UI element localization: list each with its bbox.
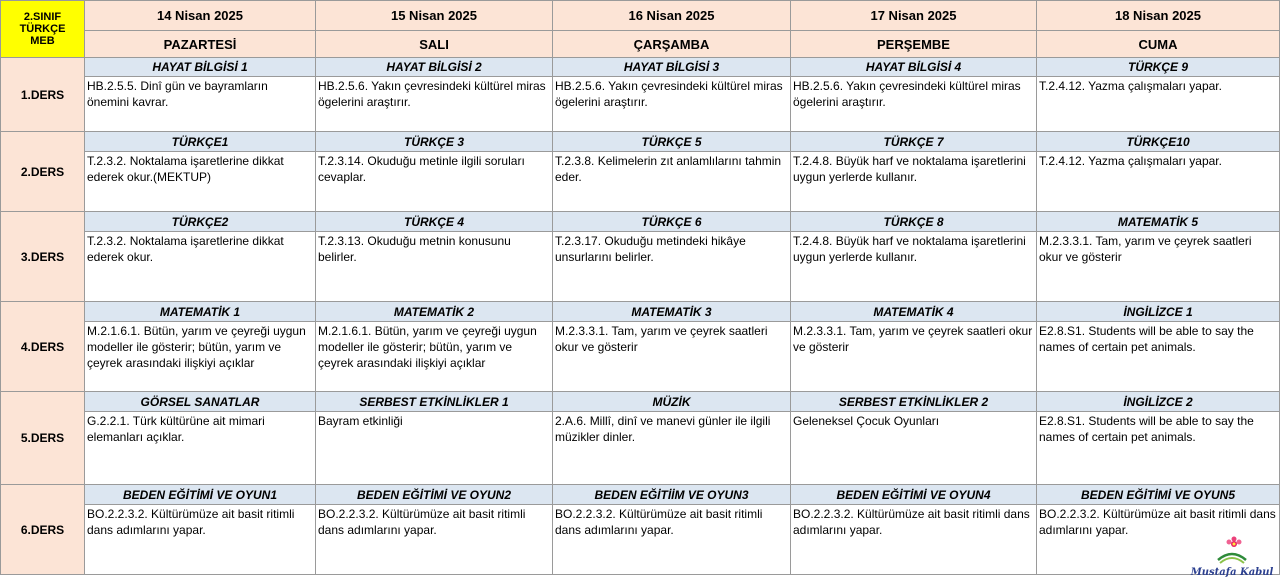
subject-cell: SERBEST ETKİNLİKLER 2: [791, 392, 1037, 412]
subject-cell: İNGİLİZCE 2: [1037, 392, 1280, 412]
objective-cell: M.2.1.6.1. Bütün, yarım ve çeyreği uygun modeller ile gösterir; bütün, yarım ve çeyrek arasındaki ilişkiyi açıklar: [316, 322, 553, 392]
subject-cell: TÜRKÇE 5: [553, 132, 791, 152]
class-label-cell: [1, 1, 85, 58]
day-cell: PAZARTESİ: [85, 31, 316, 58]
subject-cell: MÜZİK: [553, 392, 791, 412]
objective-cell: T.2.3.14. Okuduğu metinle ilgili soruları cevaplar.: [316, 152, 553, 212]
date-cell: 18 Nisan 2025: [1037, 1, 1280, 31]
lesson-objective-row: [1, 412, 1280, 485]
lesson-subject-row: [1, 212, 1280, 232]
objective-cell: T.2.4.12. Yazma çalışmaları yapar.: [1037, 77, 1280, 132]
date-cell: 15 Nisan 2025: [316, 1, 553, 31]
lesson-subject-row: [1, 485, 1280, 505]
objective-cell: BO.2.2.3.2. Kültürümüze ait basit ritimli dans adımlarını yapar.: [791, 505, 1037, 575]
objective-cell: 2.A.6. Millî, dinî ve manevi günler ile ilgili müzikler dinler.: [553, 412, 791, 485]
lesson-subject-row: [1, 392, 1280, 412]
author-logo-text: Mustafa Kabul: [1190, 567, 1274, 578]
day-cell: PERŞEMBE: [791, 31, 1037, 58]
objective-cell: T.2.3.8. Kelimelerin zıt anlamlılarını tahmin eder.: [553, 152, 791, 212]
subject-cell: TÜRKÇE 9: [1037, 58, 1280, 77]
subject-cell: BEDEN EĞİTİMİ VE OYUN5: [1037, 485, 1280, 505]
lesson-subject-row: [1, 58, 1280, 77]
objective-cell: T.2.3.13. Okuduğu metnin konusunu belirler.: [316, 232, 553, 302]
day-cell: ÇARŞAMBA: [553, 31, 791, 58]
lesson-objective-row: [1, 152, 1280, 212]
subject-cell: TÜRKÇE2: [85, 212, 316, 232]
subject-cell: MATEMATİK 2: [316, 302, 553, 322]
subject-cell: HAYAT BİLGİSİ 3: [553, 58, 791, 77]
objective-cell: BO.2.2.3.2. Kültürümüze ait basit ritimli dans adımlarını yapar.: [553, 505, 791, 575]
lesson-subject-row: [1, 302, 1280, 322]
author-logo: [1188, 536, 1276, 580]
subject-cell: BEDEN EĞİTİMİ VE OYUN2: [316, 485, 553, 505]
objective-cell: BO.2.2.3.2. Kültürümüze ait basit ritimli dans adımlarını yapar.: [1037, 505, 1280, 575]
objective-cell: G.2.2.1. Türk kültürüne ait mimari elemanları açıklar.: [85, 412, 316, 485]
subject-cell: TÜRKÇE 3: [316, 132, 553, 152]
objective-cell: M.2.3.3.1. Tam, yarım ve çeyrek saatleri okur ve gösterir: [791, 322, 1037, 392]
lesson-objective-row: [1, 77, 1280, 132]
subject-cell: TÜRKÇE10: [1037, 132, 1280, 152]
subject-cell: SERBEST ETKİNLİKLER 1: [316, 392, 553, 412]
objective-cell: HB.2.5.6. Yakın çevresindeki kültürel miras ögelerini araştırır.: [553, 77, 791, 132]
lesson-objective-row: [1, 232, 1280, 302]
lesson-objective-row: [1, 505, 1280, 575]
lesson-label: 6.DERS: [1, 485, 85, 575]
subject-cell: HAYAT BİLGİSİ 2: [316, 58, 553, 77]
flower-logo-icon: [1216, 536, 1248, 566]
subject-cell: İNGİLİZCE 1: [1037, 302, 1280, 322]
subject-cell: HAYAT BİLGİSİ 1: [85, 58, 316, 77]
date-cell: 14 Nisan 2025: [85, 1, 316, 31]
day-row: [1, 31, 1280, 58]
subject-cell: MATEMATİK 3: [553, 302, 791, 322]
objective-cell: T.2.4.8. Büyük harf ve noktalama işaretlerini uygun yerlerde kullanır.: [791, 152, 1037, 212]
subject-cell: TÜRKÇE 7: [791, 132, 1037, 152]
subject-cell: HAYAT BİLGİSİ 4: [791, 58, 1037, 77]
objective-cell: HB.2.5.6. Yakın çevresindeki kültürel miras ögelerini araştırır.: [316, 77, 553, 132]
subject-cell: GÖRSEL SANATLAR: [85, 392, 316, 412]
objective-cell: Geleneksel Çocuk Oyunları: [791, 412, 1037, 485]
date-row: [1, 1, 1280, 31]
subject-cell: TÜRKÇE 8: [791, 212, 1037, 232]
class-label-grade: 2.SINIF: [23, 11, 62, 23]
subject-cell: MATEMATİK 4: [791, 302, 1037, 322]
objective-cell: BO.2.2.3.2. Kültürümüze ait basit ritimli dans adımlarını yapar.: [316, 505, 553, 575]
objective-cell: M.2.1.6.1. Bütün, yarım ve çeyreği uygun modeller ile gösterir; bütün, yarım ve çeyrek arasındaki ilişkiyi açıklar: [85, 322, 316, 392]
objective-cell: T.2.3.2. Noktalama işaretlerine dikkat ederek okur.: [85, 232, 316, 302]
subject-cell: BEDEN EĞİTİİM VE OYUN3: [553, 485, 791, 505]
subject-cell: TÜRKÇE 4: [316, 212, 553, 232]
objective-cell: HB.2.5.5. Dinî gün ve bayramların önemini kavrar.: [85, 77, 316, 132]
objective-cell: M.2.3.3.1. Tam, yarım ve çeyrek saatleri okur ve gösterir: [553, 322, 791, 392]
lesson-subject-row: [1, 132, 1280, 152]
subject-cell: BEDEN EĞİTİMİ VE OYUN1: [85, 485, 316, 505]
objective-cell: T.2.3.17. Okuduğu metindeki hikâye unsurlarını belirler.: [553, 232, 791, 302]
objective-cell: T.2.4.12. Yazma çalışmaları yapar.: [1037, 152, 1280, 212]
date-cell: 16 Nisan 2025: [553, 1, 791, 31]
class-label-source: MEB: [30, 35, 55, 47]
day-cell: CUMA: [1037, 31, 1280, 58]
date-cell: 17 Nisan 2025: [791, 1, 1037, 31]
lesson-label: 3.DERS: [1, 212, 85, 302]
objective-cell: BO.2.2.3.2. Kültürümüze ait basit ritimli dans adımlarını yapar.: [85, 505, 316, 575]
objective-cell: E2.8.S1. Students will be able to say the names of certain pet animals.: [1037, 322, 1280, 392]
objective-cell: M.2.3.3.1. Tam, yarım ve çeyrek saatleri okur ve gösterir: [1037, 232, 1280, 302]
objective-cell: HB.2.5.6. Yakın çevresindeki kültürel miras ögelerini araştırır.: [791, 77, 1037, 132]
lesson-objective-row: [1, 322, 1280, 392]
subject-cell: BEDEN EĞİTİMİ VE OYUN4: [791, 485, 1037, 505]
lesson-label: 1.DERS: [1, 58, 85, 132]
lesson-label: 4.DERS: [1, 302, 85, 392]
objective-cell: Bayram etkinliği: [316, 412, 553, 485]
objective-cell: T.2.4.8. Büyük harf ve noktalama işaretlerini uygun yerlerde kullanır.: [791, 232, 1037, 302]
lesson-label: 2.DERS: [1, 132, 85, 212]
day-cell: SALI: [316, 31, 553, 58]
objective-cell: E2.8.S1. Students will be able to say the names of certain pet animals.: [1037, 412, 1280, 485]
lesson-label: 5.DERS: [1, 392, 85, 485]
plan-body: [1, 1, 1280, 575]
subject-cell: MATEMATİK 1: [85, 302, 316, 322]
objective-cell: T.2.3.2. Noktalama işaretlerine dikkat ederek okur.(MEKTUP): [85, 152, 316, 212]
subject-cell: MATEMATİK 5: [1037, 212, 1280, 232]
subject-cell: TÜRKÇE 6: [553, 212, 791, 232]
class-label-subject: TÜRKÇE: [19, 23, 66, 35]
subject-cell: TÜRKÇE1: [85, 132, 316, 152]
